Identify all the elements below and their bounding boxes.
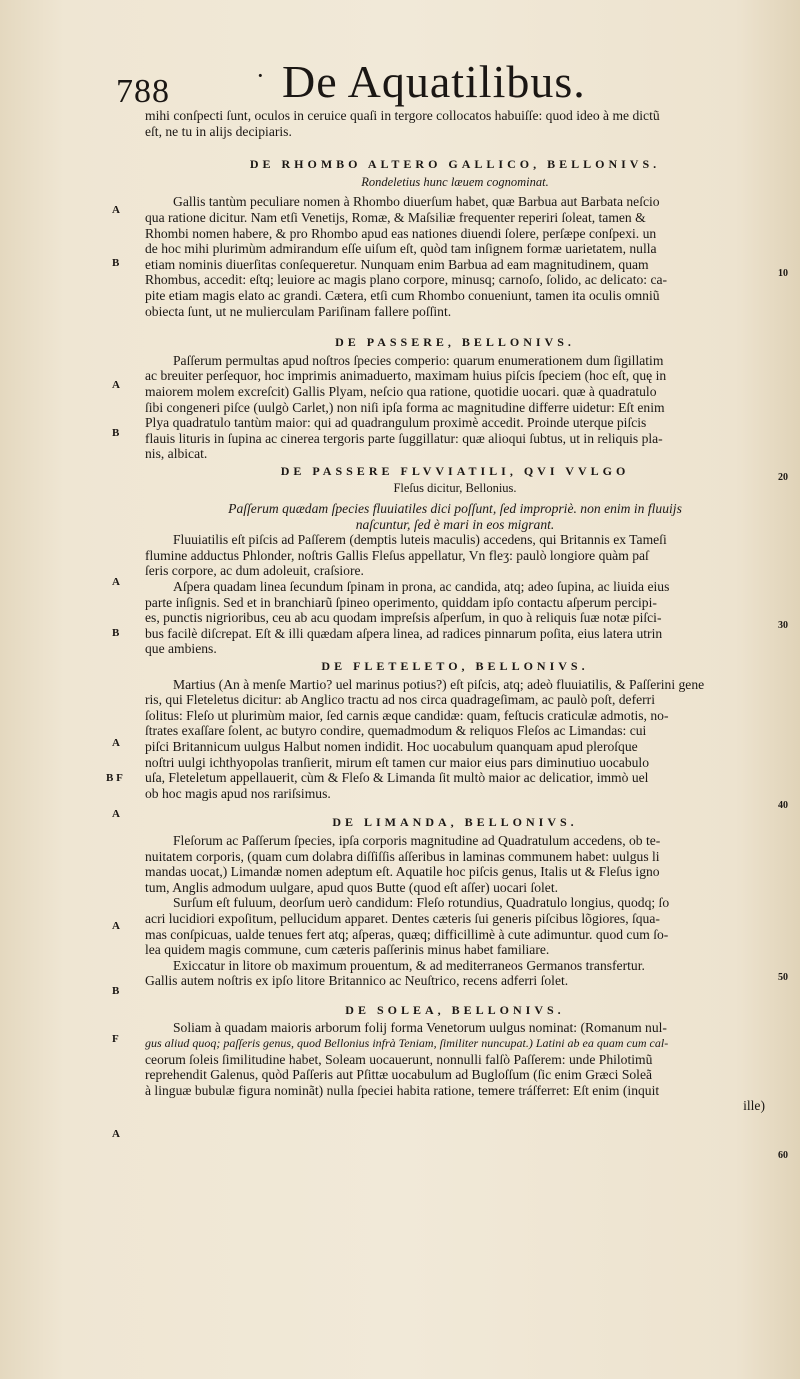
text-line: qua ratione dicitur. Nam etſi Venetijs, Romæ, & Maſsiliæ frequenter reperiri ſoleat, tamen &	[145, 209, 646, 225]
section-passer	[145, 335, 765, 462]
section-subheading: Fleſus dicitur, Bellonius.	[393, 481, 517, 496]
section-passer-fluviatilis	[145, 464, 765, 657]
text-line: ſtrates exaſſare ſolent, ac butyro condire, quemadmodum & reliquos Fleſos ac Limandas: cui	[145, 723, 647, 739]
text-line: Gallis autem noſtris ex ipſo litore Britannico ac Neuſtrico, recens adferri ſolet.	[145, 973, 569, 989]
text-line: ceorum ſoleis ſimilitudine habet, Soleam uocauerunt, nonnulli falſò Paſſerem: unde Philotimũ	[145, 1051, 653, 1067]
text-line: acri lucidiori expoſitum, pellucidum apparet. Dentes cæteris ſui generis piſcibus lõgiores, ſqua-	[145, 910, 660, 926]
section-fleteletus	[145, 659, 765, 801]
section-heading: DE PASSERE FLVVIATILI, QVI VVLGO	[280, 463, 630, 478]
text-line: Fleſorum ac Paſſerum ſpecies, ipſa corporis magnitudine ad Quadratulum accedens, ob te-	[173, 832, 661, 848]
section-limanda	[145, 815, 765, 989]
section-solea	[145, 1003, 765, 1114]
section-heading: DE SOLEA, BELLONIVS.	[345, 1002, 565, 1017]
section-heading: DE FLETELETO, BELLONIVS.	[321, 659, 589, 673]
margin-letter: A	[112, 808, 120, 820]
margin-letter: F	[112, 1033, 119, 1045]
section-subheading: Rondeletius hunc læuem cognominat.	[361, 174, 549, 189]
text-line: pite etiam magis elato ac grandi. Cætera, etſi cum Rhombo conueniunt, tamen ita oculis omniũ	[145, 287, 660, 303]
text-line: que ambiens.	[145, 641, 217, 657]
margin-letter: B	[112, 985, 120, 997]
text-line: Surſum eſt fuluum, deorſum uerò candidum: Fleſo rotundius, Quadratulo longius, quodq; ſo	[173, 895, 670, 911]
margin-letter: A	[112, 379, 120, 391]
text-line: bus facilè diſcrepat. Eſt & illi quædam aſpera linea, ad radices pinnarum poſita, eius latera utrin	[145, 625, 663, 641]
note-line: naſcuntur, ſed è mari in eos migrant.	[355, 516, 555, 532]
text-line: Gallis tantùm peculiare nomen à Rhombo diuerſum habet, quæ Barbua aut Barbata neſcio	[173, 194, 660, 210]
text-line: ris, qui Fleteletus dicitur: ab Anglico tractu ad nos circa quadrageſimam, ac paulò poſt, deferri	[145, 692, 655, 708]
intro-text	[145, 108, 765, 139]
text-line: obiecta ſunt, ut ne mulierculam Pariſinam fallere poſſint.	[145, 303, 452, 319]
text-line: flauis lituris in ſupina ac cinerea tergoris parte ſuggillatur: quæ alioqui ſubtus, ut in reliquis pla-	[145, 430, 663, 446]
text-line: noſtri uulgi ichthyopolas tranſierit, mirum eſt tamen cur maior eius pars diminutiuo uocabulo	[145, 754, 649, 770]
section-heading: DE PASSERE, BELLONIVS.	[335, 335, 575, 350]
text-line: piſci Britannicum uulgus Halbut nomen indidit. Hoc uocabulum quanquam apud pleroſque	[145, 738, 638, 754]
text-line: Soliam à quadam maioris arborum folij forma Venetorum uulgus nominat: (Romanum nul-	[173, 1020, 667, 1036]
text-line: Plya quadratulo tantùm maior: qui ad quadrangulum proximè accedit. Proinde uterque piſcis	[145, 415, 647, 431]
page-body	[145, 108, 765, 1114]
margin-letter: A	[112, 204, 120, 216]
text-line: parte inſignis. Sed et in branchiarũ ſpineo operimento, quiddam ipſo contactu aſperum percipi-	[145, 594, 657, 610]
section-heading: DE LIMANDA, BELLONIVS.	[332, 815, 578, 830]
text-line: à linguæ bubulæ figura nominãt) nulla ſpeciei habita ratione, temere tráſferret: Eſt enim (inquit	[145, 1082, 660, 1098]
text-line: ille)	[743, 1098, 765, 1114]
text-line: es, punctis nigrioribus, ceu ab acu quodam impreſsis aſperſum, in quo à reliquis ſuæ notæ piſci-	[145, 610, 662, 626]
text-line: Fluuiatilis eſt piſcis ad Paſſerem (demptis luteis maculis) accedens, qui Britannis ex Tameſi	[173, 532, 667, 548]
line-number: 30	[778, 620, 788, 631]
text-line: uſa, Fleteletum appellauerit, cùm & Fleſo & Limanda ſit multò maior ac delicatior, immò uel	[145, 770, 649, 786]
margin-letter: B	[112, 427, 120, 439]
text-line: mas conſpicuas, ualde tenues fert atq; aſperas, quæq; difficillimè à cute adimuntur. quod cum ſo-	[145, 926, 669, 942]
text-line: ſeris corpore, ac dum adoleuit, craſsiore.	[145, 563, 364, 579]
margin-letter: B	[112, 257, 120, 269]
line-number: 60	[778, 1150, 788, 1161]
text-line: reprehendit Galenus, quòd Paſſeris aut Pſittæ uocabulum ad Bugloſſum (ſic enim Græci Soleã	[145, 1067, 653, 1083]
text-line: Exiccatur in litore ob maximum prouentum, & ad mediterraneos Germanos transfertur.	[173, 957, 645, 973]
note-line: Paſſerum quædam ſpecies fluuiatiles dici poſſunt, ſed impropriè. non enim in fluuijs	[228, 501, 682, 517]
text-line: ac breuiter perſequor, hoc imprimis animaduerto, maximam huius piſcis ſpeciem (hoc eſt, quę in	[145, 368, 667, 384]
line-number: 10	[778, 268, 788, 279]
section-heading: DE RHOMBO ALTERO GALLICO, BELLONIVS.	[249, 157, 661, 172]
text-line: de hoc mihi plurimùm admirandum eſſe uiſum eſt, quòd tam inſignem formæ uarietatem, nulla	[145, 241, 657, 257]
text-line: etiam nominis diuerſitas conſequeretur. Nunquam enim Barbua ad eam magnitudinem, quam	[145, 256, 649, 272]
text-line: ob hoc magis apud nos rariſsimus.	[145, 785, 331, 801]
margin-letter: B F	[106, 772, 123, 784]
text-line: mandas uocat,) Limandæ nomen adeptum eſt. Aquatile hoc piſcis genus, Italis ut & Fleſus igno	[145, 864, 660, 880]
text-line: nuitatem corporis, (quam cum dolabra diſſiſſis aſſeribus in laminas communem habet: uulgus li	[145, 848, 660, 864]
header-mark: ·	[256, 61, 265, 90]
line-number: 20	[778, 472, 788, 483]
margin-letter: A	[112, 1128, 120, 1140]
line-number: 50	[778, 972, 788, 983]
text-line: flumine adductus Phlonder, noſtris Gallis Fleſus appellatur, Vn fleʒ: paulò longiore quàm paſ	[145, 547, 649, 563]
margin-letter: A	[112, 737, 120, 749]
text-line: mihi conſpecti ſunt, oculos in ceruice quaſi in tergore collocatos habuiſſe: quod ideo à me dictũ	[145, 108, 660, 123]
text-line: maiorem molem excreſcit) Gallis Plyam, neſcio qua ratione, quotidie uocari. quæ à quadratulo	[145, 383, 657, 399]
text-line: Rhombi nomen habere, & pro Rhombo apud eas nationes diuendi ſolere, perſæpe conſpexi. un	[145, 225, 657, 241]
section-rhombus	[145, 157, 765, 319]
text-line: tum, Anglis admodum uulgare, apud quos Butte (quod eſt aſſer) uocari ſolet.	[145, 879, 559, 895]
text-line: gus aliud quoq; paſſeris genus, quod Bellonius infrà Teniam, ſimiliter nuncupat.) Latini ab ea quam cum cal-	[145, 1036, 669, 1051]
text-line: ſolitus: Fleſo ut plurimùm maior, ſed carnis æque candidæ: quam, feſtucis craticulæ admotis, no-	[145, 707, 669, 723]
margin-letter: A	[112, 576, 120, 588]
margin-letter: A	[112, 920, 120, 932]
running-title: De Aquatilibus.	[282, 56, 586, 107]
text-line: Martius (An à menſe Martio? uel marinus potius?) eſt piſcis, atq; adeò fluuiatilis, & Paſſerini gene	[173, 676, 705, 692]
text-line: eſt, ne tu in alijs decipiaris.	[145, 123, 292, 139]
page-number: 788	[116, 73, 170, 110]
text-line: nis, albicat.	[145, 446, 208, 462]
margin-letter: B	[112, 627, 120, 639]
line-number: 40	[778, 800, 788, 811]
text-line: Paſſerum permultas apud noſtros ſpecies comperio: quarum enumerationem dum ſigillatim	[173, 352, 664, 368]
text-line: ſibi congeneri piſce (uulgò Carlet,) non niſi ipſa forma ac magnitudine differre uidetur: Eſt enim	[145, 399, 665, 415]
text-line: Rhombus, accedit: eſtq; leuiore ac magis plano corpore, minusq; carnoſo, ſolido, ac delicato: ca-	[145, 272, 668, 288]
text-line: Aſpera quadam linea ſecundum ſpinam in prona, ac candida, atq; adeo ſupina, ac liuida eius	[173, 579, 670, 595]
text-line: lea quidem magis commune, cum cæteris paſſerinis minus habet familiare.	[145, 942, 550, 958]
